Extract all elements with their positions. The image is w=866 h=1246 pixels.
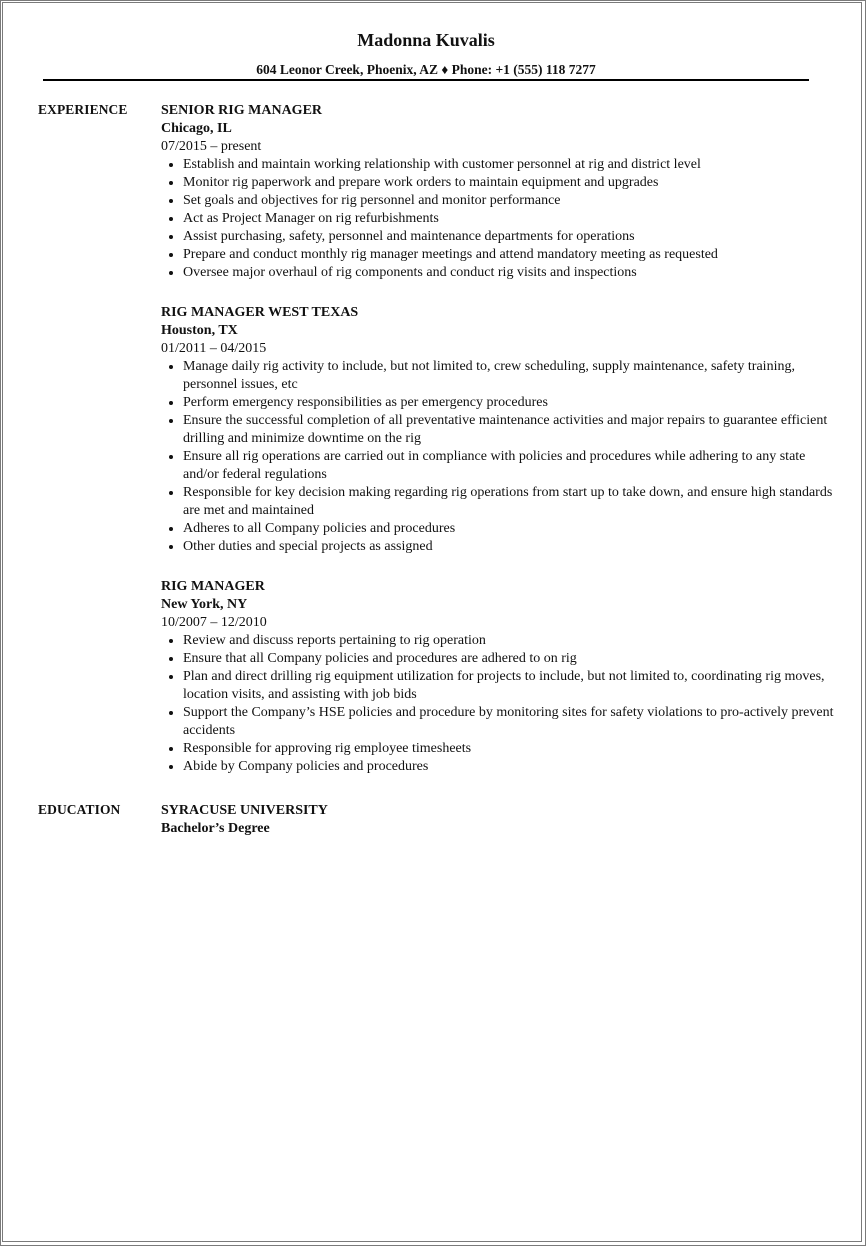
list-item — [161, 156, 841, 174]
list-item — [161, 520, 841, 538]
bullet-icon — [169, 181, 173, 185]
section-label-experience: EXPERIENCE — [38, 102, 128, 117]
list-item — [161, 650, 841, 668]
job-entry — [161, 304, 841, 556]
bullet-text: Manage daily rig activity to include, but not limited to, crew scheduling, supply maintenance, safety training, personnel issues, etc — [183, 359, 795, 392]
list-item — [161, 358, 841, 394]
bullet-icon — [169, 271, 173, 275]
job-location: Chicago, IL — [161, 121, 232, 136]
list-item — [161, 264, 841, 282]
bullet-text: Oversee major overhaul of rig components and conduct rig visits and inspections — [183, 265, 637, 280]
job-bullets — [161, 156, 841, 282]
list-item — [161, 448, 841, 484]
bullet-text: Plan and direct drilling rig equipment utilization for projects to include, but not limited to, coordinating rig moves, location visits, and assisting with job bids — [183, 669, 825, 702]
bullet-text: Adheres to all Company policies and procedures — [183, 521, 456, 536]
list-item — [161, 210, 841, 228]
list-item — [161, 246, 841, 264]
list-item — [161, 740, 841, 758]
bullet-icon — [169, 401, 173, 405]
bullet-icon — [169, 657, 173, 661]
bullet-icon — [169, 675, 173, 679]
header-divider — [43, 79, 809, 81]
bullet-icon — [169, 545, 173, 549]
degree: Bachelor’s Degree — [161, 821, 270, 836]
bullet-icon — [169, 491, 173, 495]
bullet-icon — [169, 365, 173, 369]
bullet-text: Prepare and conduct monthly rig manager meetings and attend mandatory meeting as requested — [183, 247, 718, 262]
bullet-text: Responsible for key decision making regarding rig operations from start up to take down, and ensure high standards are met and maintained — [183, 485, 833, 518]
list-item — [161, 668, 841, 704]
list-item — [161, 174, 841, 192]
bullet-icon — [169, 747, 173, 751]
bullet-icon — [169, 527, 173, 531]
school-name: SYRACUSE UNIVERSITY — [161, 803, 328, 818]
job-title: RIG MANAGER — [161, 579, 265, 594]
bullet-text: Support the Company’s HSE policies and procedure by monitoring sites for safety violations to pro-actively prevent accidents — [183, 705, 834, 738]
job-location: Houston, TX — [161, 323, 238, 338]
list-item — [161, 228, 841, 246]
list-item — [161, 758, 841, 776]
bullet-icon — [169, 455, 173, 459]
bullet-icon — [169, 639, 173, 643]
bullet-text: Other duties and special projects as assigned — [183, 539, 433, 554]
bullet-text: Perform emergency responsibilities as per emergency procedures — [183, 395, 548, 410]
education-entry — [161, 802, 841, 838]
bullet-icon — [169, 711, 173, 715]
bullet-icon — [169, 217, 173, 221]
bullet-text: Responsible for approving rig employee timesheets — [183, 741, 472, 756]
bullet-text: Establish and maintain working relationship with customer personnel at rig and district level — [183, 157, 701, 172]
bullet-text: Ensure all rig operations are carried out in compliance with policies and procedures while adhering to any state and/or federal regulations — [183, 449, 806, 482]
list-item — [161, 484, 841, 520]
section-label-education: EDUCATION — [38, 802, 121, 817]
job-dates: 01/2011 – 04/2015 — [161, 341, 267, 356]
job-dates: 07/2015 – present — [161, 139, 262, 154]
job-location: New York, NY — [161, 597, 248, 612]
bullet-text: Ensure the successful completion of all preventative maintenance activities and major repairs to guarantee efficient drilling and minimize downtime on the rig — [183, 413, 828, 446]
bullet-text: Assist purchasing, safety, personnel and maintenance departments for operations — [183, 229, 635, 244]
bullet-text: Set goals and objectives for rig personnel and monitor performance — [183, 193, 561, 208]
job-title: SENIOR RIG MANAGER — [161, 103, 323, 118]
bullet-icon — [169, 199, 173, 203]
job-bullets — [161, 632, 841, 776]
job-title: RIG MANAGER WEST TEXAS — [161, 305, 359, 320]
list-item — [161, 192, 841, 210]
job-dates: 10/2007 – 12/2010 — [161, 615, 267, 630]
list-item — [161, 632, 841, 650]
bullet-text: Monitor rig paperwork and prepare work orders to maintain equipment and upgrades — [183, 175, 659, 190]
job-bullets — [161, 358, 841, 556]
bullet-text: Act as Project Manager on rig refurbishments — [183, 211, 439, 226]
candidate-name: Madonna Kuvalis — [357, 30, 495, 50]
bullet-icon — [169, 765, 173, 769]
bullet-text: Abide by Company policies and procedures — [183, 759, 429, 774]
list-item — [161, 412, 841, 448]
bullet-text: Ensure that all Company policies and procedures are adhered to on rig — [183, 651, 577, 666]
job-entry — [161, 102, 841, 282]
bullet-icon — [169, 235, 173, 239]
bullet-icon — [169, 163, 173, 167]
list-item — [161, 704, 841, 740]
list-item — [161, 538, 841, 556]
contact-line: 604 Leonor Creek, Phoenix, AZ ♦ Phone: +1 (555) 118 7277 — [256, 62, 596, 77]
job-entry — [161, 578, 841, 776]
bullet-text: Review and discuss reports pertaining to rig operation — [183, 633, 486, 648]
bullet-icon — [169, 419, 173, 423]
bullet-icon — [169, 253, 173, 257]
list-item — [161, 394, 841, 412]
